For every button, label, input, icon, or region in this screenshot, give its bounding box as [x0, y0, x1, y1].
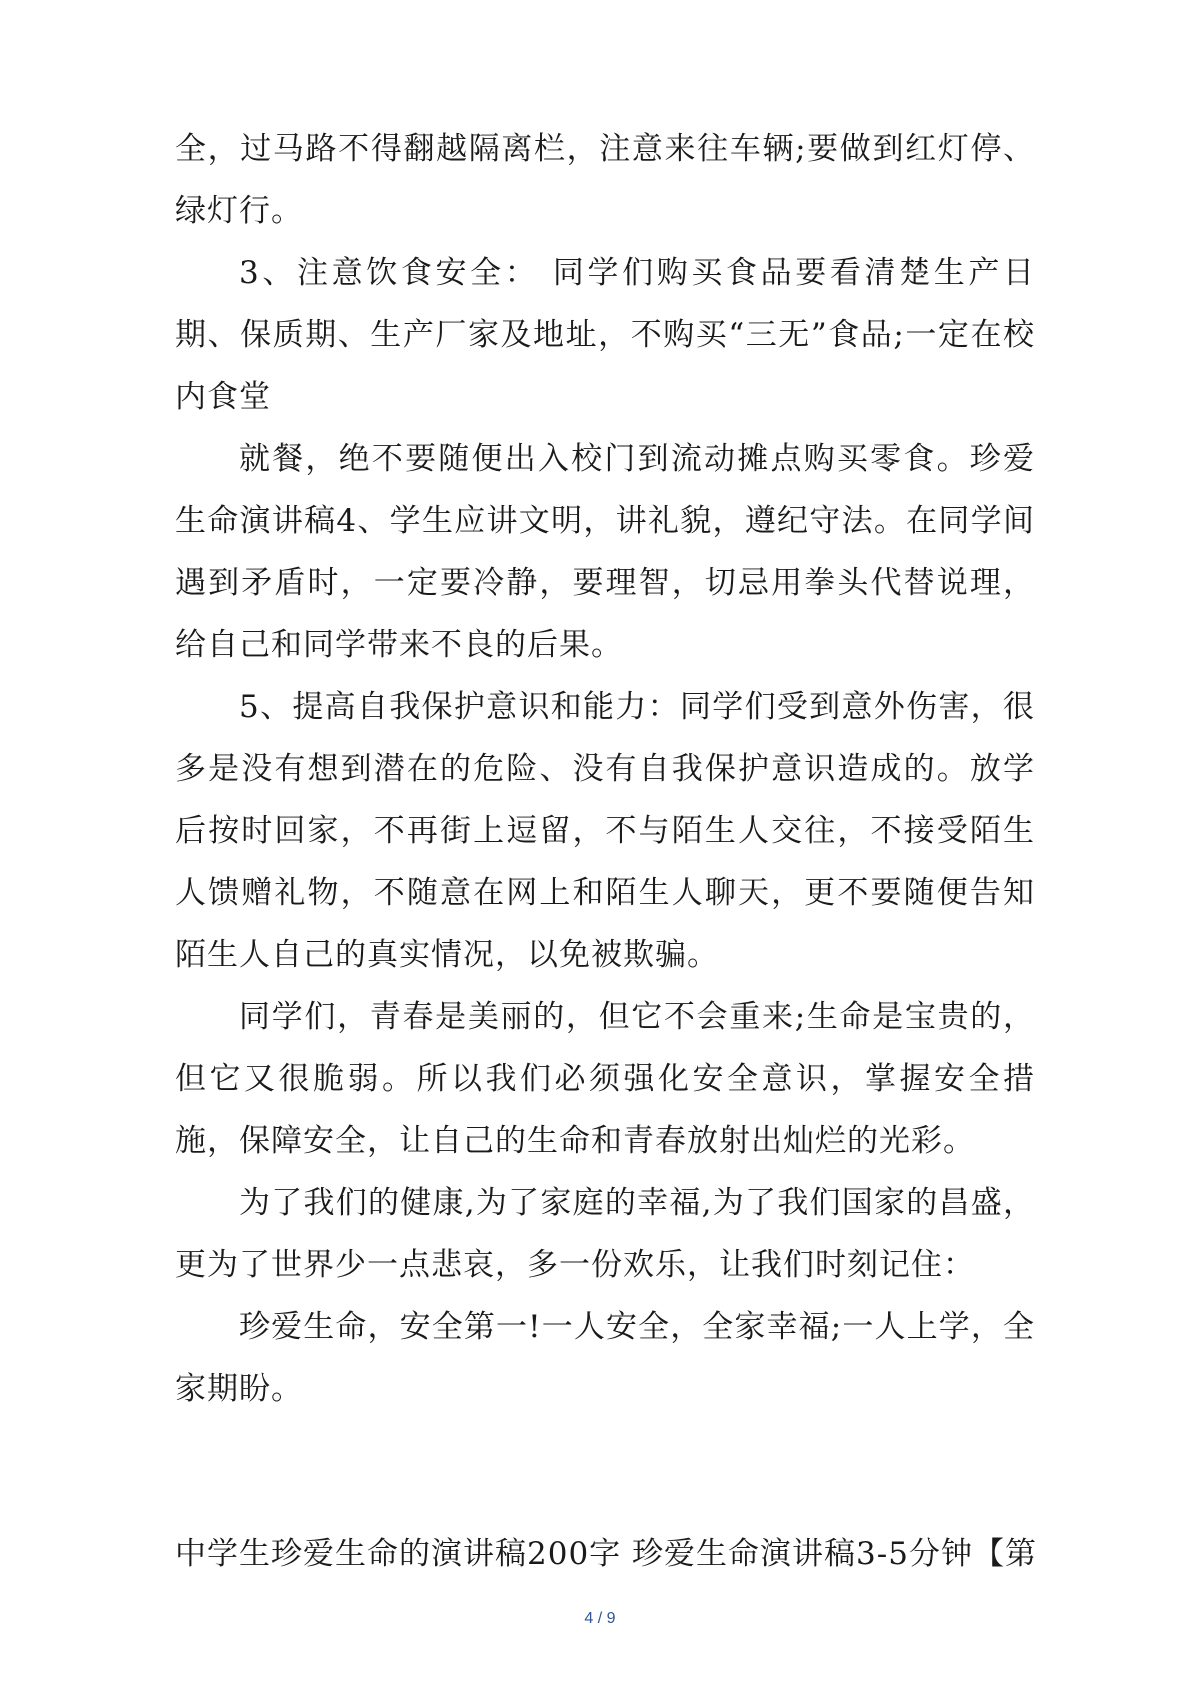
paragraph-dining: 就餐，绝不要随便出入校门到流动摊点购买零食。珍爱生命演讲稿4、学生应讲文明，讲礼貌，遵纪守法。在同学间遇到矛盾时，一定要冷静，要理智，切忌用拳头代替说理，给自己和同学带来不良的后果。: [175, 441, 1035, 663]
paragraph-traffic-continued: 全，过马路不得翻越隔离栏，注意来往车辆;要做到红灯停、绿灯行。: [175, 131, 1035, 229]
paragraph-health: 为了我们的健康,为了家庭的幸福,为了我们国家的昌盛，更为了世界少一点悲哀，多一份欢乐，让我们时刻记住：: [175, 1185, 1035, 1283]
next-article-title: 中学生珍爱生命的演讲稿200字 珍爱生命演讲稿3-5分钟【第: [175, 1536, 1037, 1572]
paragraph-motto: 珍爱生命，安全第一!一人安全，全家幸福;一人上学，全家期盼。: [175, 1309, 1035, 1407]
paragraph-food-safety: 3、注意饮食安全： 同学们购买食品要看清楚生产日期、保质期、生产厂家及地址，不购买“三无”食品;一定在校内食堂: [175, 255, 1035, 415]
document-body: [175, 118, 1035, 1420]
paragraph-youth: 同学们，青春是美丽的，但它不会重来;生命是宝贵的，但它又很脆弱。所以我们必须强化安全意识，掌握安全措施，保障安全，让自己的生命和青春放射出灿烂的光彩。: [175, 999, 1035, 1159]
paragraph-self-protection: 5、提高自我保护意识和能力：同学们受到意外伤害，很多是没有想到潜在的危险、没有自我保护意识造成的。放学后按时回家，不再街上逗留，不与陌生人交往，不接受陌生人馈赠礼物，不随意在网上和陌生人聊天，更不要随便告知陌生人自己的真实情况，以免被欺骗。: [175, 689, 1035, 973]
page-number: 4 / 9: [584, 1610, 616, 1627]
